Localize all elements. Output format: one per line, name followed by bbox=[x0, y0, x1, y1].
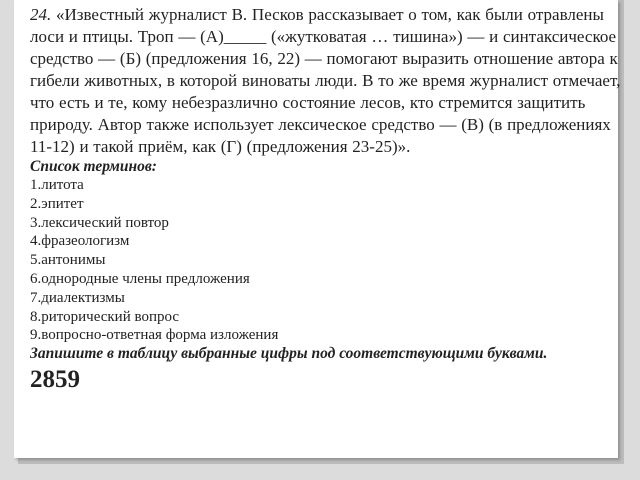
slide bbox=[14, 0, 621, 458]
term-item: 2.эпитет bbox=[30, 195, 84, 212]
instruction-text: Запишите в таблицу выбранные цифры под соответствующими буквами. bbox=[30, 345, 548, 363]
term-item: 8.риторический вопрос bbox=[30, 308, 180, 325]
term-item: 6.однородные члены предложения bbox=[30, 270, 250, 287]
term-item: 9.вопросно-ответная форма изложения bbox=[30, 327, 279, 344]
task-text: «Известный журналист В. Песков рассказывает о том, как были отравлены лоси и птицы. Троп — (А)_____ («жутковатая … тишина») — и синтаксическое средство — (Б) (предложения 16, 22) — помогают выразить отношение автора к гибели животных, в которой виноваты люди. В то же время журналист отмечает, что есть и те, кому небезразлично состояние лесов, кто стремится защитить природу. Автор также использует лексическое средство — (В) (в предложениях 11-12) и такой приём, как (Г) (предложения 23-25)». bbox=[30, 5, 621, 156]
task-number: 24. bbox=[30, 5, 52, 24]
term-item: 1.литота bbox=[30, 177, 84, 193]
term-list bbox=[30, 176, 626, 345]
term-item: 4.фразеологизм bbox=[30, 233, 130, 250]
term-item: 3.лексический повтор bbox=[30, 214, 169, 231]
term-item: 5.антонимы bbox=[30, 252, 106, 269]
answer-value: 2859 bbox=[30, 366, 80, 394]
task-paragraph bbox=[30, 0, 626, 158]
terms-heading: Список терминов: bbox=[30, 158, 157, 175]
term-item: 7.диалектизмы bbox=[30, 289, 125, 306]
slide-content bbox=[30, 0, 626, 395]
